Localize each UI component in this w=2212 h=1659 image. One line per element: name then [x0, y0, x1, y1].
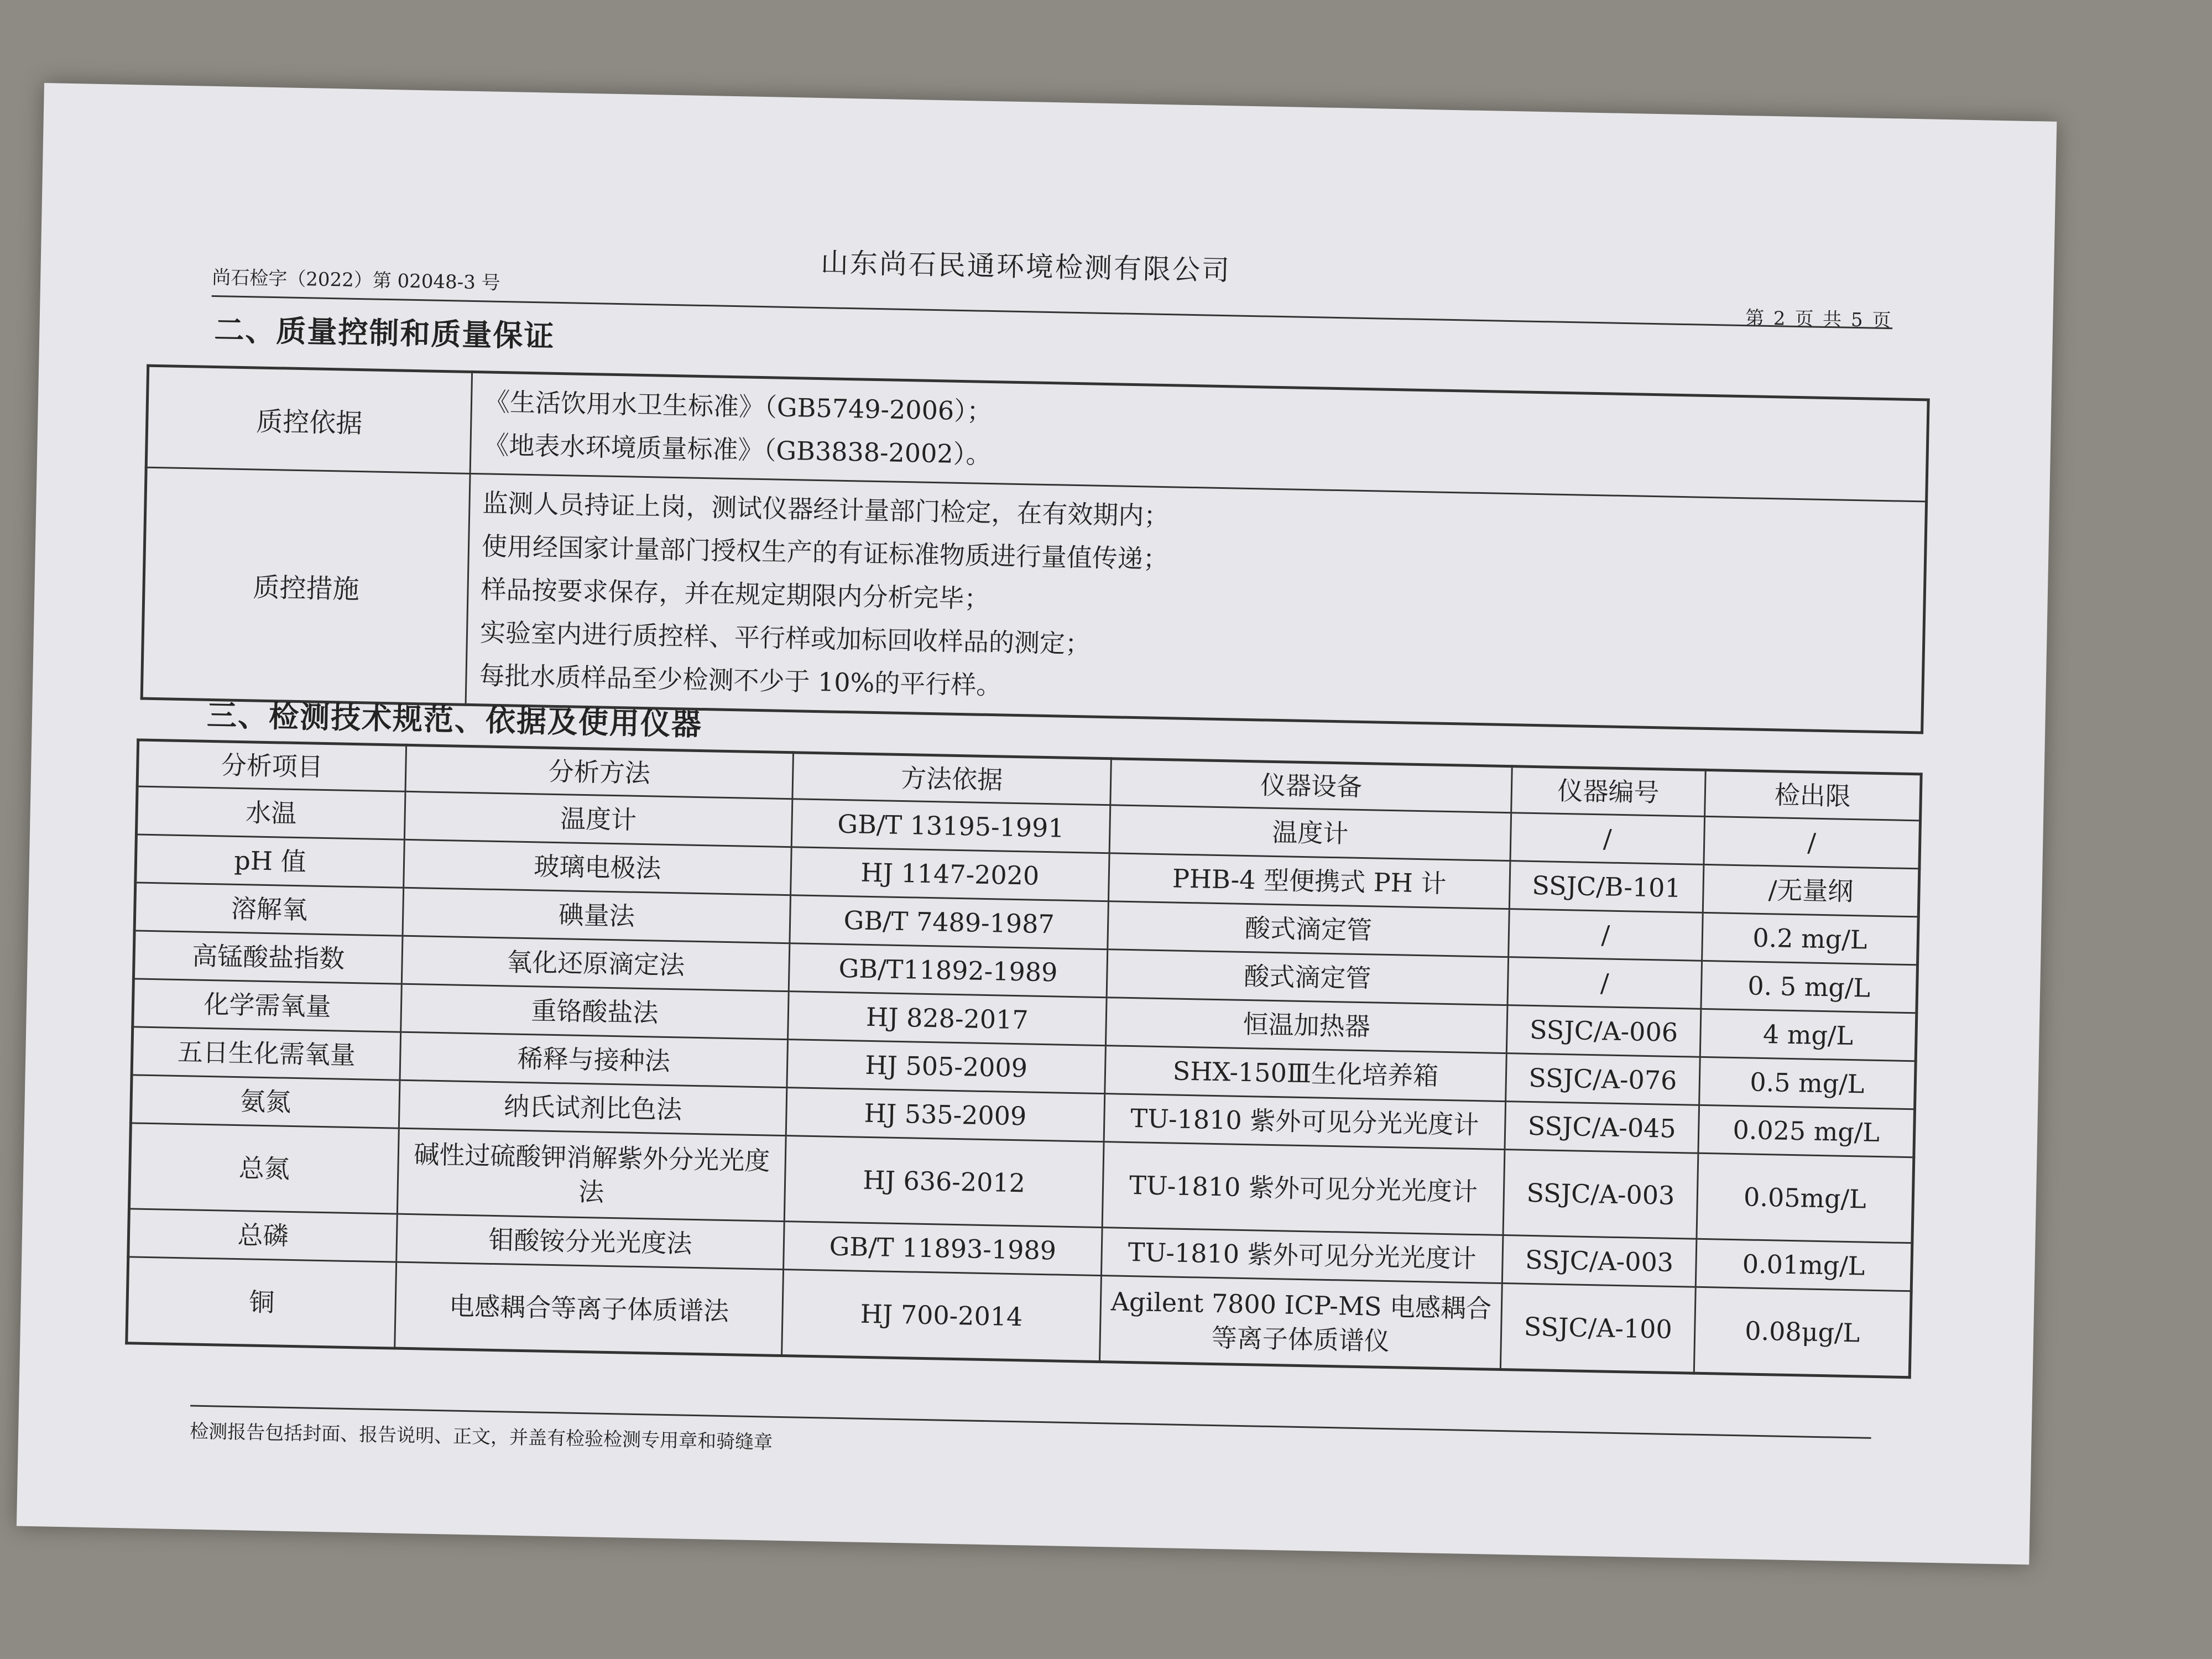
- table-cell: SHX-150Ⅲ生化培养箱: [1105, 1046, 1507, 1102]
- column-header: 分析方法: [405, 745, 793, 799]
- table-cell: 0.01mg/L: [1695, 1239, 1912, 1291]
- table-cell: 恒温加热器: [1105, 998, 1507, 1053]
- table-cell: 电感耦合等离子体质谱法: [395, 1262, 784, 1355]
- red-seal-stamp: [846, 1514, 1156, 1553]
- qc-measure-line: 使用经国家计量部门授权生产的有证标准物质进行量值传递；: [481, 531, 1169, 575]
- qc-measures-row: [142, 467, 1926, 733]
- table-cell: GB/T11892-1989: [789, 943, 1108, 998]
- table-cell: SSJC/B-101: [1509, 861, 1704, 913]
- table-cell: SSJC/A-100: [1500, 1284, 1695, 1374]
- table-cell: 温度计: [1109, 805, 1511, 861]
- column-header: 分析项目: [137, 740, 406, 791]
- table-cell: 纳氏试剂比色法: [399, 1080, 787, 1135]
- table-cell: 0.5 mg/L: [1699, 1057, 1916, 1109]
- table-cell: 化学需氧量: [133, 979, 402, 1032]
- qc-basis-label: 质控依据: [146, 366, 472, 473]
- column-header: 方法依据: [792, 753, 1112, 805]
- table-cell: HJ 505-2009: [787, 1040, 1106, 1094]
- table-cell: /: [1507, 957, 1702, 1009]
- table-cell: HJ 828-2017: [788, 992, 1107, 1046]
- table-cell: 0.2 mg/L: [1702, 912, 1919, 964]
- column-header: 仪器设备: [1110, 759, 1512, 813]
- table-cell: PHB-4 型便携式 PH 计: [1108, 853, 1510, 909]
- section3-title: 三、检测技术规范、依据及使用仪器: [206, 697, 703, 743]
- table-cell: /: [1510, 813, 1705, 865]
- table-cell: 稀释与接种法: [400, 1032, 788, 1087]
- table-cell: HJ 700-2014: [782, 1270, 1102, 1362]
- qc-measures-text: [466, 473, 1927, 732]
- quality-control-table: [140, 364, 1930, 734]
- table-cell: TU-1810 紫外可见分光光度计: [1102, 1142, 1505, 1235]
- table-cell: /无量纲: [1703, 864, 1919, 916]
- table-cell: 总磷: [128, 1209, 398, 1262]
- table-cell: 氧化还原滴定法: [401, 936, 790, 991]
- table-cell: 重铬酸盐法: [401, 984, 789, 1039]
- table-cell: 钼酸铵分光光度法: [397, 1214, 785, 1269]
- table-cell: 0.08μg/L: [1694, 1287, 1911, 1377]
- table-cell: GB/T 7489-1987: [790, 895, 1109, 950]
- table-cell: TU-1810 紫外可见分光光度计: [1101, 1228, 1503, 1284]
- section2-title: 二、质量控制和质量保证: [213, 311, 555, 354]
- document-number: 尚石检字（2022）第 02048-3 号: [211, 266, 501, 294]
- qc-basis-line: 《生活饮用水卫生标准》（GB5749-2006）；: [484, 387, 993, 427]
- table-cell: 温度计: [404, 791, 792, 847]
- table-cell: SSJC/A-076: [1506, 1053, 1700, 1105]
- table-cell: /: [1704, 816, 1921, 868]
- table-cell: SSJC/A-003: [1502, 1235, 1697, 1287]
- table-cell: 0. 5 mg/L: [1701, 961, 1918, 1013]
- table-cell: 4 mg/L: [1700, 1009, 1917, 1061]
- report-page: [17, 83, 2057, 1564]
- qc-measure-line: 实验室内进行质控样、平行样或加标回收样品的测定；: [479, 617, 1091, 659]
- table-cell: 酸式滴定管: [1108, 901, 1510, 957]
- table-cell: 溶解氧: [134, 883, 404, 936]
- table-cell: 五日生化需氧量: [132, 1027, 401, 1080]
- qc-measure-line: 监测人员持证上岗，测试仪器经计量部门检定，在有效期内；: [482, 488, 1170, 531]
- table-cell: 水温: [136, 786, 405, 839]
- table-cell: HJ 1147-2020: [791, 847, 1110, 901]
- table-cell: HJ 636-2012: [784, 1136, 1104, 1228]
- table-cell: SSJC/A-006: [1506, 1005, 1701, 1057]
- table-cell: 碱性过硫酸钾消解紫外分光光度法: [397, 1128, 786, 1221]
- table-cell: TU-1810 紫外可见分光光度计: [1104, 1094, 1506, 1150]
- table-cell: SSJC/A-003: [1503, 1150, 1698, 1239]
- table-cell: 0.05mg/L: [1697, 1153, 1914, 1243]
- table-cell: 0.025 mg/L: [1698, 1105, 1915, 1157]
- footer-note: 检测报告包括封面、报告说明、正文，并盖有检验检测专用章和骑缝章: [189, 1420, 773, 1454]
- column-header: 仪器编号: [1511, 766, 1706, 817]
- table-cell: 氨氮: [131, 1075, 400, 1128]
- table-cell: /: [1509, 909, 1703, 961]
- table-cell: 碘量法: [403, 888, 791, 943]
- table-cell: GB/T 13195-1991: [791, 799, 1110, 853]
- table-cell: 高锰酸盐指数: [133, 931, 403, 984]
- qc-measure-line: 每批水质样品至少检测不少于 10%的平行样。: [479, 660, 1002, 701]
- table-cell: Agilent 7800 ICP-MS 电感耦合等离子体质谱仪: [1099, 1276, 1502, 1370]
- qc-measure-line: 样品按要求保存，并在规定期限内分析完毕；: [481, 574, 990, 614]
- qc-basis-line: 《地表水环境质量标准》（GB3838-2002）。: [483, 430, 992, 469]
- table-cell: 总氮: [129, 1123, 399, 1214]
- column-header: 检出限: [1705, 770, 1922, 820]
- table-cell: GB/T 11893-1989: [784, 1222, 1103, 1276]
- table-cell: 铜: [127, 1257, 397, 1348]
- table-cell: HJ 535-2009: [786, 1088, 1105, 1142]
- table-cell: SSJC/A-045: [1505, 1102, 1699, 1154]
- table-cell: pH 值: [135, 834, 405, 888]
- qc-measures-label: 质控措施: [142, 467, 470, 705]
- method-table: [125, 738, 1922, 1379]
- table-cell: 酸式滴定管: [1107, 950, 1509, 1005]
- page-info: 第 2 页 共 5 页: [1745, 307, 1893, 332]
- table-cell: 玻璃电极法: [404, 839, 792, 895]
- company-name: 山东尚石民通环境检测有限公司: [820, 247, 1232, 287]
